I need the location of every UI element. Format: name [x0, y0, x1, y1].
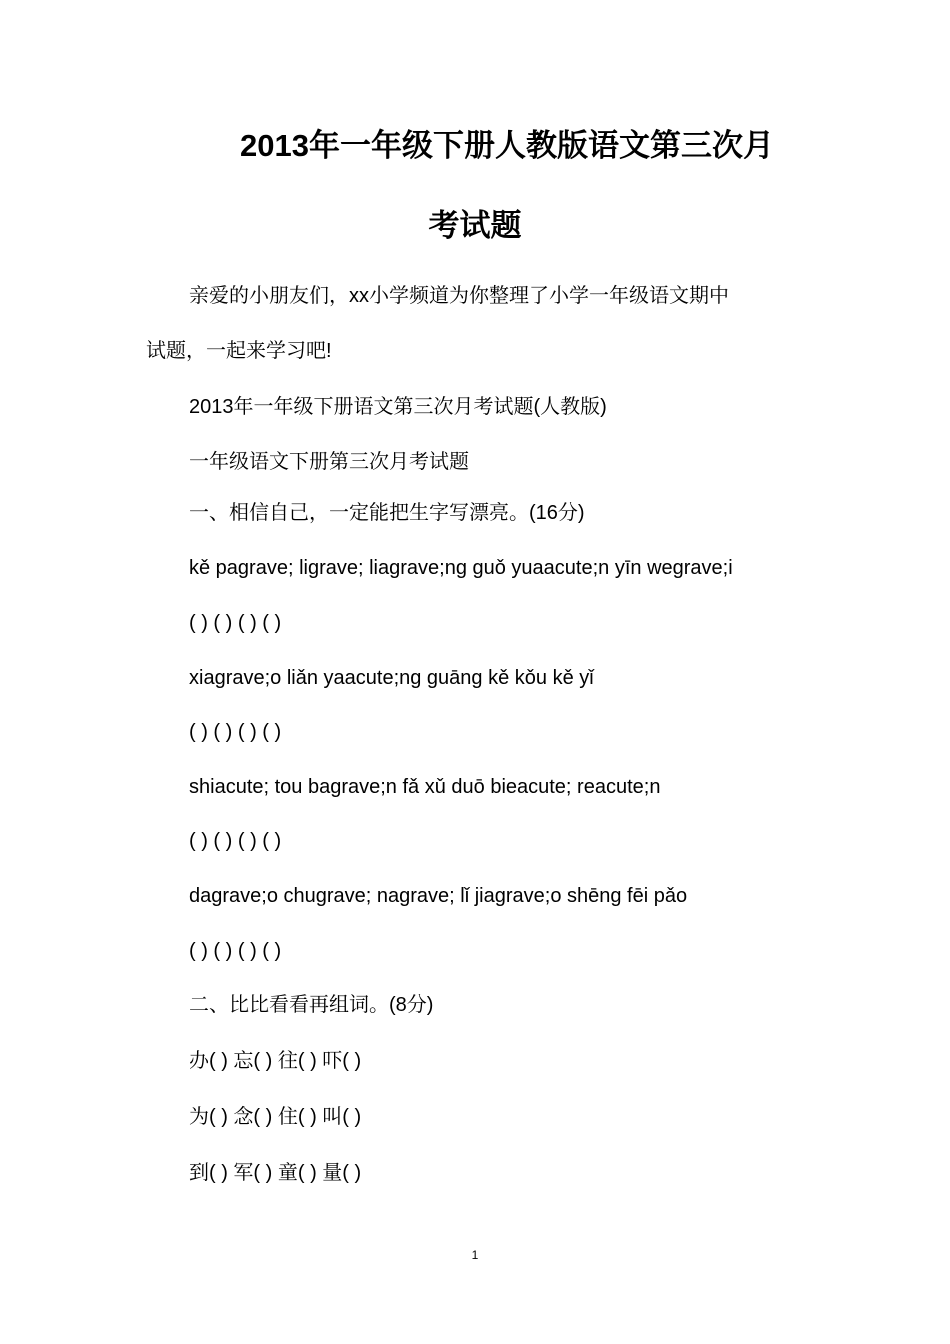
pinyin-line-4: dagrave;o chugrave; nagrave; lǐ jiagrave;o shēng fēi pǎo	[189, 885, 688, 907]
intro-paragraph-line-2: 试题，一起来学习吧!	[146, 340, 332, 362]
blank-row-1: ( ) ( ) ( ) ( )	[189, 612, 282, 634]
page-number: 1	[471, 1248, 479, 1262]
document-title-line-2: 考试题	[428, 208, 522, 243]
document-title-line-1: 2013年一年级下册人教版语文第三次月	[240, 128, 774, 163]
intro-paragraph-line-1: 亲爱的小朋友们，xx小学频道为你整理了小学一年级语文期中	[189, 285, 729, 307]
word-group-row-2: 为( ) 念( ) 住( ) 叫( )	[189, 1106, 362, 1128]
pinyin-line-1: kě pagrave; ligrave; liagrave;ng guǒ yuaacute;n yīn wegrave;i	[189, 557, 733, 579]
word-group-row-1: 办( ) 忘( ) 往( ) 吓( )	[189, 1050, 362, 1072]
section-one-heading: 一、相信自己，一定能把生字写漂亮。(16分)	[189, 502, 585, 524]
pinyin-line-2: xiagrave;o liǎn yaacute;ng guāng kě kǒu kě yǐ	[189, 667, 594, 689]
blank-row-4: ( ) ( ) ( ) ( )	[189, 940, 282, 962]
pinyin-line-3: shiacute; tou bagrave;n fǎ xǔ duō bieacute; reacute;n	[189, 776, 661, 798]
exam-heading: 2013年一年级下册语文第三次月考试题(人教版)	[189, 396, 607, 418]
exam-subheading: 一年级语文下册第三次月考试题	[189, 451, 469, 473]
section-two-heading: 二、比比看看再组词。(8分)	[189, 994, 434, 1016]
word-group-row-3: 到( ) 军( ) 童( ) 量( )	[189, 1162, 362, 1184]
blank-row-3: ( ) ( ) ( ) ( )	[189, 830, 282, 852]
blank-row-2: ( ) ( ) ( ) ( )	[189, 721, 282, 743]
